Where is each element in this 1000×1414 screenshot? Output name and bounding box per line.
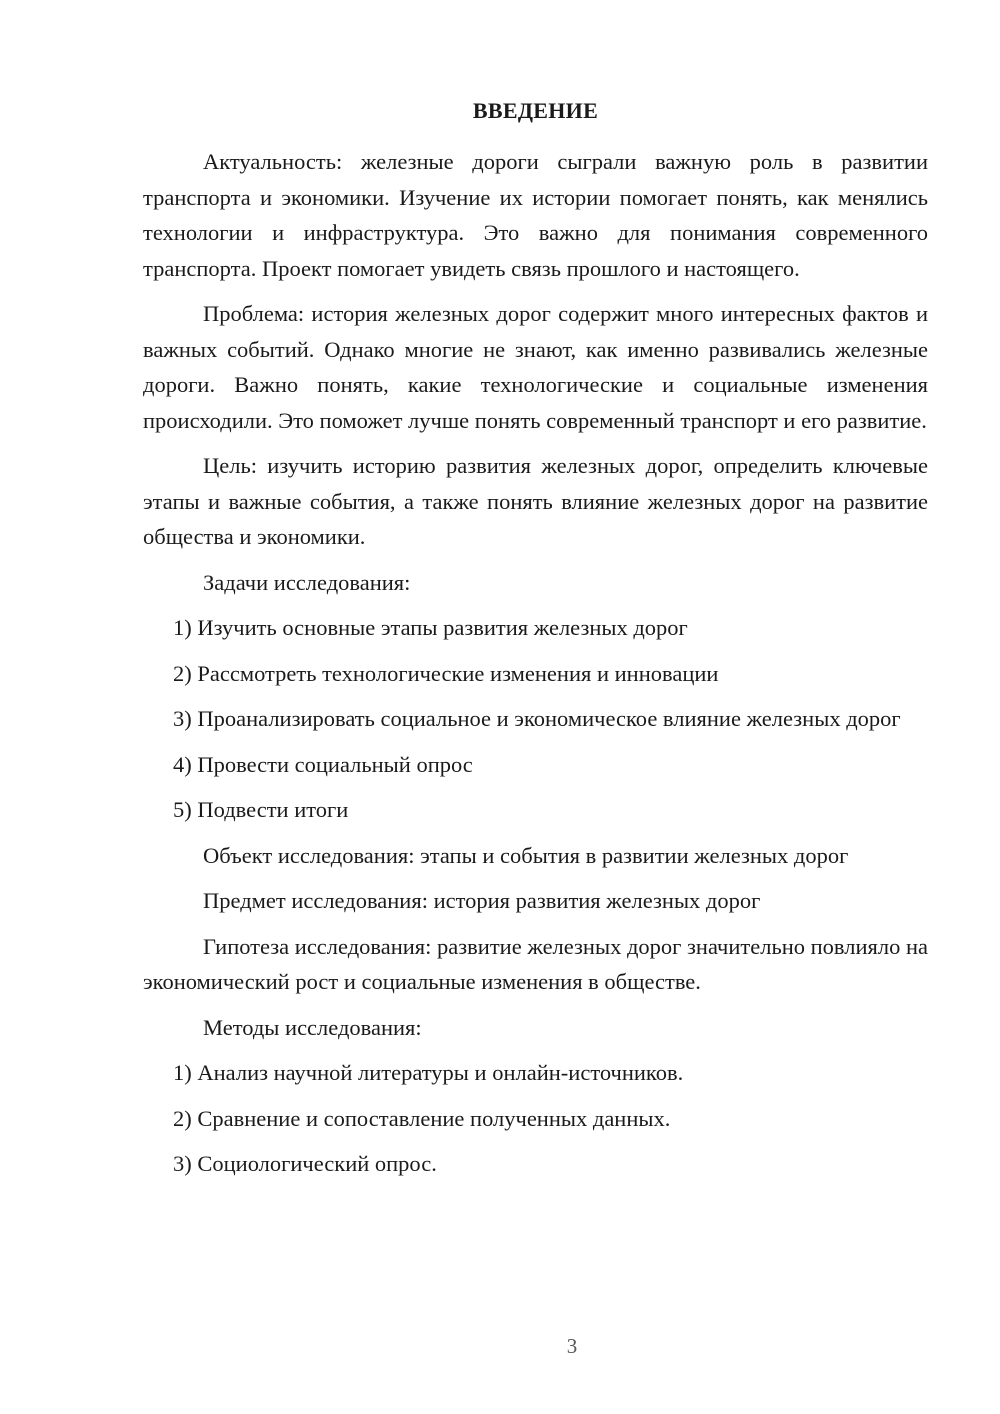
task-item: 2) Рассмотреть технологические изменения и инновации	[173, 660, 719, 686]
task-item: 4) Провести социальный опрос	[173, 751, 473, 777]
hypothesis-paragraph: Гипотеза исследования: развитие железных дорог значительно повлияло на экономический рост и социальные изменения в обществе.	[143, 933, 928, 994]
relevance-paragraph: Актуальность: железные дороги сыграли важную роль в развитии транспорта и экономики. Изучение их истории помогает понять, как менялись технологии и инфраструктура. Это важно для понимания современного транспорта. Проект помогает увидеть связь прошлого и настоящего.	[143, 149, 928, 281]
method-item: 1) Анализ научной литературы и онлайн-источников.	[173, 1060, 684, 1085]
task-item: 5) Подвести итоги	[173, 797, 349, 822]
task-item: 3) Проанализировать социальное и экономическое влияние железных дорог	[173, 706, 901, 731]
object-paragraph: Объект исследования: этапы и события в развитии железных дорог	[203, 842, 849, 868]
tasks-heading: Задачи исследования:	[203, 569, 411, 595]
methods-heading: Методы исследования:	[203, 1014, 422, 1040]
method-item: 3) Социологический опрос.	[173, 1151, 437, 1176]
method-item: 2) Сравнение и сопоставление полученных данных.	[173, 1105, 671, 1131]
page-number: 3	[566, 1334, 578, 1358]
section-title: ВВЕДЕНИЕ	[472, 98, 599, 123]
problem-paragraph: Проблема: история железных дорог содержит много интересных фактов и важных событий. Однако многие не знают, как именно развивались железные дороги. Важно понять, какие технологические и социальные изменения происходили. Это поможет лучше понять современный транспорт и его развитие.	[143, 301, 928, 433]
subject-paragraph: Предмет исследования: история развития железных дорог	[203, 888, 761, 913]
page-content	[143, 97, 928, 1192]
goal-paragraph: Цель: изучить историю развития железных дорог, определить ключевые этапы и важные события, а также понять влияние железных дорог на развитие общества и экономики.	[143, 453, 928, 549]
task-item: 1) Изучить основные этапы развития железных дорог	[173, 615, 688, 640]
